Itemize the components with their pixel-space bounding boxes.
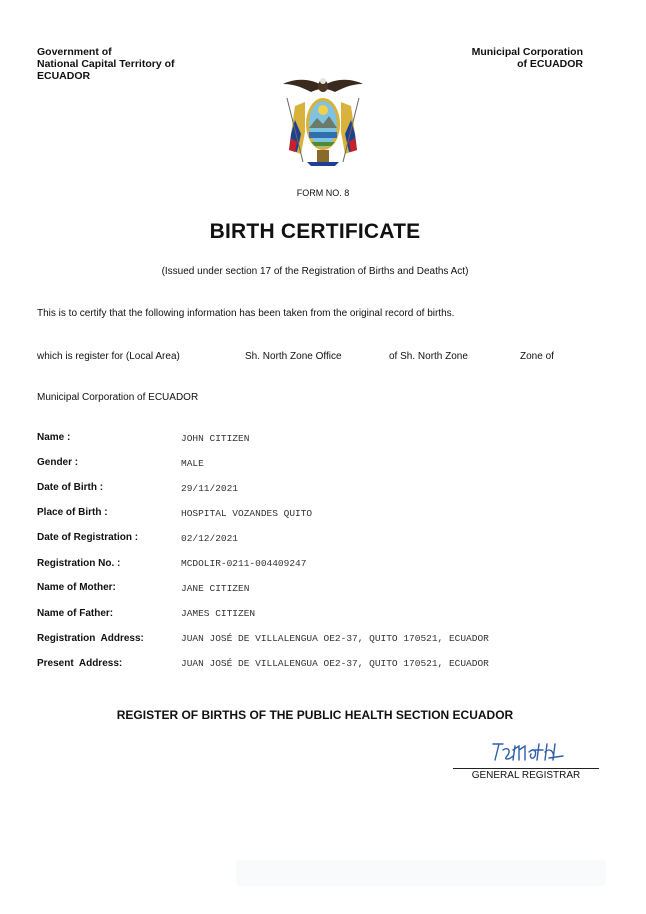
- issuer-right-line1: Municipal Corporation: [471, 46, 583, 58]
- register-local-area: which is register for (Local Area): [37, 351, 180, 362]
- mother-name-value: JANE CITIZEN: [181, 583, 250, 594]
- registrar-signature: [489, 738, 567, 764]
- gender-label: Gender :: [37, 457, 79, 468]
- signature-line: [453, 768, 599, 769]
- place-of-birth-label: Place of Birth :: [37, 507, 108, 518]
- certificate-title: BIRTH CERTIFICATE: [209, 220, 421, 243]
- issued-under-note: (Issued under section 17 of the Registration of Births and Deaths Act): [161, 266, 469, 277]
- name-value: JOHN CITIZEN: [181, 433, 250, 444]
- watermark-mark: [236, 850, 606, 894]
- issuer-left-line1: Government of: [37, 46, 112, 58]
- registration-address-value: JUAN JOSÉ DE VILLALENGUA OE2-37, QUITO 170521, ECUADOR: [181, 633, 489, 644]
- issuer-left-line2: National Capital Territory of: [37, 58, 175, 70]
- present-address-value: JUAN JOSÉ DE VILLALENGUA OE2-37, QUITO 170521, ECUADOR: [181, 658, 489, 669]
- present-address-label: Present Address:: [37, 658, 123, 669]
- issuer-left-line3: ECUADOR: [37, 70, 91, 82]
- coat-of-arms-emblem: [281, 72, 365, 172]
- register-zone-of: Zone of: [520, 351, 554, 362]
- father-name-label: Name of Father:: [37, 608, 114, 619]
- date-of-birth-label: Date of Birth :: [37, 482, 104, 493]
- gender-value: MALE: [181, 458, 204, 469]
- date-of-registration-label: Date of Registration :: [37, 532, 139, 543]
- issuer-right: [472, 46, 583, 70]
- mother-name-label: Name of Mother:: [37, 582, 116, 593]
- form-number: FORM NO. 8: [296, 188, 350, 198]
- place-of-birth-value: HOSPITAL VOZANDES QUITO: [181, 508, 313, 519]
- father-name-value: JAMES CITIZEN: [181, 608, 256, 619]
- registrar-title: GENERAL REGISTRAR: [471, 770, 581, 781]
- registration-number-value: MCDOLIR-0211-004409247: [181, 558, 307, 569]
- registration-address-label: Registration Address:: [37, 633, 144, 644]
- register-office: Sh. North Zone Office: [245, 351, 342, 362]
- register-heading: REGISTER OF BIRTHS OF THE PUBLIC HEALTH SECTION ECUADOR: [116, 708, 514, 722]
- date-of-birth-value: 29/11/2021: [181, 483, 239, 494]
- municipal-line: Municipal Corporation of ECUADOR: [37, 392, 199, 403]
- certify-statement: This is to certify that the following information has been taken from the original record of births.: [37, 308, 455, 319]
- issuer-left: [37, 46, 175, 82]
- name-label: Name :: [37, 432, 71, 443]
- issuer-right-line2: of ECUADOR: [517, 58, 583, 70]
- date-of-registration-value: 02/12/2021: [181, 533, 239, 544]
- registration-number-label: Registration No. :: [37, 558, 121, 569]
- register-zone: of Sh. North Zone: [389, 351, 468, 362]
